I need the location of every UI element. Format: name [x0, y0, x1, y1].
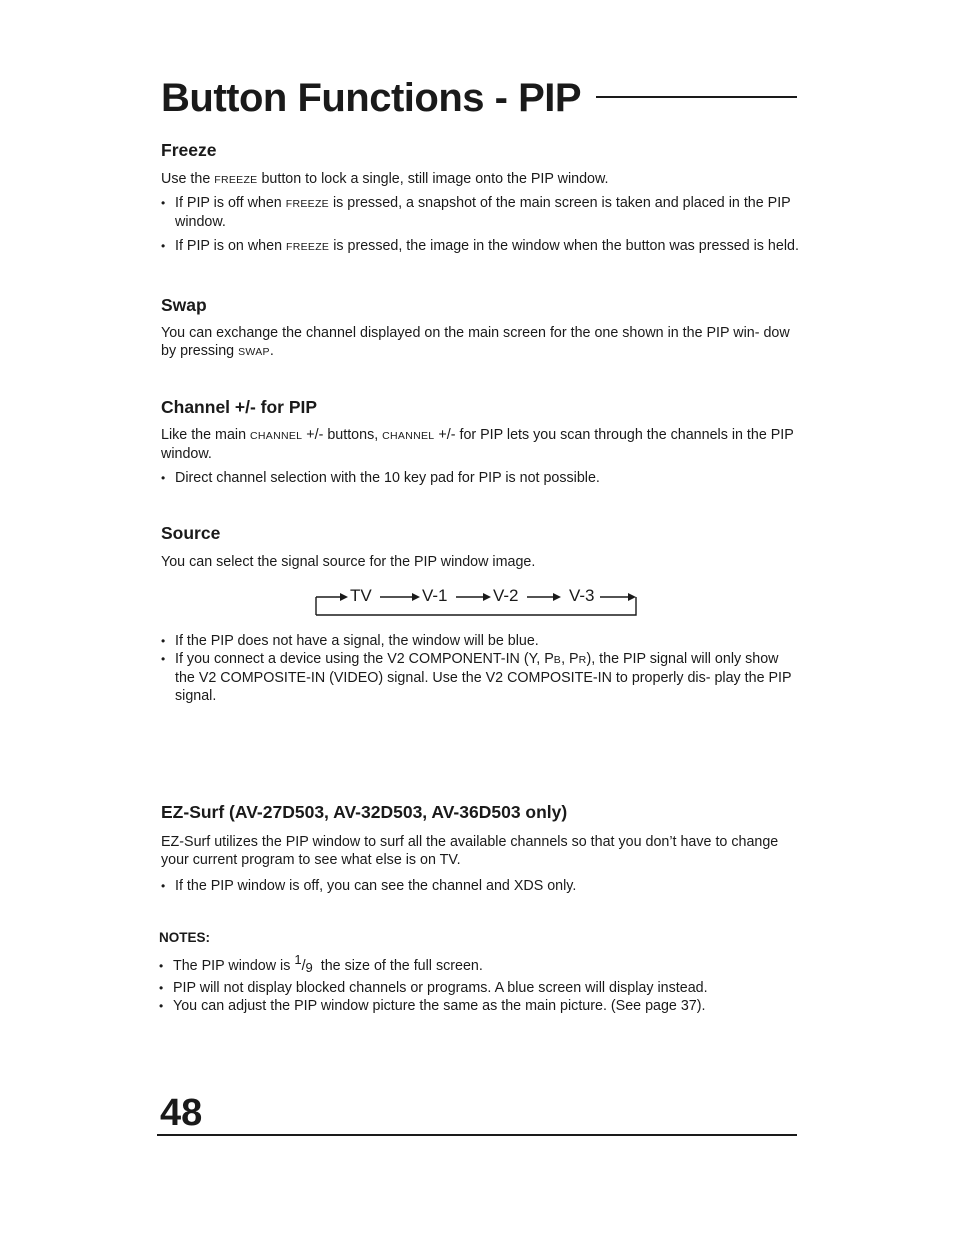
bullet-icon: • — [159, 959, 164, 973]
channel-text-a: Like the main — [161, 427, 251, 443]
note-1-text-end: the size of the full screen. — [312, 958, 483, 974]
source-text: You can select the signal source for the PIP window image. — [161, 554, 536, 570]
bullet-icon: • — [161, 652, 166, 666]
freeze-intro-text-end: button to lock a single, still image onto the PIP window. — [257, 171, 609, 187]
freeze-bullet-2-text-end: is pressed, the image in the window when the button was pressed is held. — [329, 238, 799, 254]
bullet-icon: • — [161, 634, 166, 648]
ezsurf-bullet-1-text: If the PIP window is off, you can see the channel and XDS only. — [175, 878, 577, 894]
title-rule — [596, 96, 797, 98]
source-bullet-2-text-end: ), the PIP signal will only show the V2 COMPOSITE-IN (VIDEO) signal. Use the V2 COMPOSITE-IN to properly dis- play the PIP signal. — [175, 651, 792, 704]
note-2-text: PIP will not display blocked channels or programs. A blue screen will display instead. — [173, 980, 708, 996]
freeze-bullet-2-text: If PIP is on when — [175, 238, 286, 254]
bullet-icon: • — [161, 196, 166, 210]
notes-heading: NOTES: — [159, 930, 211, 945]
freeze-heading: Freeze — [161, 140, 217, 160]
page-number: 48 — [160, 1092, 203, 1134]
arrow-head-icon — [628, 593, 636, 601]
swap-button-name: SWAP — [238, 346, 270, 358]
freeze-intro-text: Use the — [161, 171, 215, 187]
note-3-text: You can adjust the PIP window picture the same as the main picture. (See page 37). — [173, 998, 706, 1014]
bullet-icon: • — [161, 239, 166, 253]
arrow-head-icon — [483, 593, 491, 601]
freeze-bullet-2 — [161, 237, 801, 256]
note-3 — [159, 997, 799, 1015]
bullet-icon: • — [159, 999, 164, 1013]
channel-text-c: +/- for PIP lets you scan through the channels in the PIP window. — [161, 427, 794, 462]
fraction-numerator: 1 — [294, 952, 302, 967]
bullet-icon: • — [159, 981, 164, 995]
footer-rule — [157, 1134, 797, 1136]
ezsurf-heading: EZ-Surf (AV-27D503, AV-32D503, AV-36D503 only) — [161, 802, 568, 822]
channel-button-name: CHANNEL — [250, 430, 303, 442]
channel-text-b: +/- buttons, — [302, 427, 383, 443]
freeze-button-name: FREEZE — [286, 241, 330, 253]
freeze-button-name: FREEZE — [214, 174, 258, 186]
source-option-v1: V-1 — [422, 586, 448, 605]
channel-bullet-1-text: Direct channel selection with the 10 key pad for PIP is not possible. — [175, 470, 600, 486]
freeze-button-name: FREEZE — [285, 198, 329, 210]
bullet-icon: • — [161, 879, 166, 893]
freeze-bullet-1-text-end: is pressed, a snapshot of the main screen is taken and placed in the PIP window. — [175, 195, 791, 230]
channel-bullet-1 — [161, 469, 801, 487]
page-title: Button Functions - PIP — [161, 76, 582, 120]
channel-button-name: CHANNEL — [382, 430, 435, 442]
source-heading: Source — [161, 523, 221, 543]
source-bullet-2-text: If you connect a device using the V2 COMPONENT-IN (Y, P — [175, 651, 554, 667]
ezsurf-bullet-1 — [161, 877, 801, 895]
freeze-bullet-1-text: If PIP is off when — [175, 195, 286, 211]
channel-heading: Channel +/- for PIP — [161, 397, 318, 417]
pb-subscript: B — [553, 654, 562, 666]
source-bullet-1 — [161, 632, 801, 650]
swap-text-body: You can exchange the channel displayed on the main screen for the one shown in the PIP win- dow by pressing — [161, 325, 790, 359]
source-cycle-diagram — [310, 584, 642, 620]
source-option-tv: TV — [350, 586, 372, 605]
source-option-v3: V-3 — [569, 586, 595, 605]
fraction-denominator: 9 — [305, 960, 313, 975]
source-bullet-1-text: If the PIP does not have a signal, the window will be blue. — [175, 633, 539, 649]
freeze-bullet-1 — [161, 194, 801, 231]
source-bullet-2 — [161, 650, 801, 705]
swap-text-end: . — [269, 343, 274, 359]
arrow-head-icon — [412, 593, 420, 601]
ezsurf-text: EZ-Surf utilizes the PIP window to surf all the available channels so that you don’t have to change your current program to see what else is on TV. — [161, 834, 779, 868]
swap-heading: Swap — [161, 295, 207, 315]
arrow-head-icon — [553, 593, 561, 601]
note-1: • The PIP window is 1/9 the size of the full screen. — [159, 952, 483, 975]
bullet-icon: • — [161, 471, 166, 485]
pr-subscript: R — [578, 654, 587, 666]
swap-text — [161, 324, 801, 361]
note-2 — [159, 979, 799, 997]
source-bullet-2-mid: , P — [561, 651, 579, 667]
source-option-v2: V-2 — [493, 586, 519, 605]
channel-text — [161, 426, 801, 463]
arrow-head-icon — [340, 593, 348, 601]
freeze-intro — [161, 170, 801, 189]
note-1-text: The PIP window is — [173, 958, 295, 974]
